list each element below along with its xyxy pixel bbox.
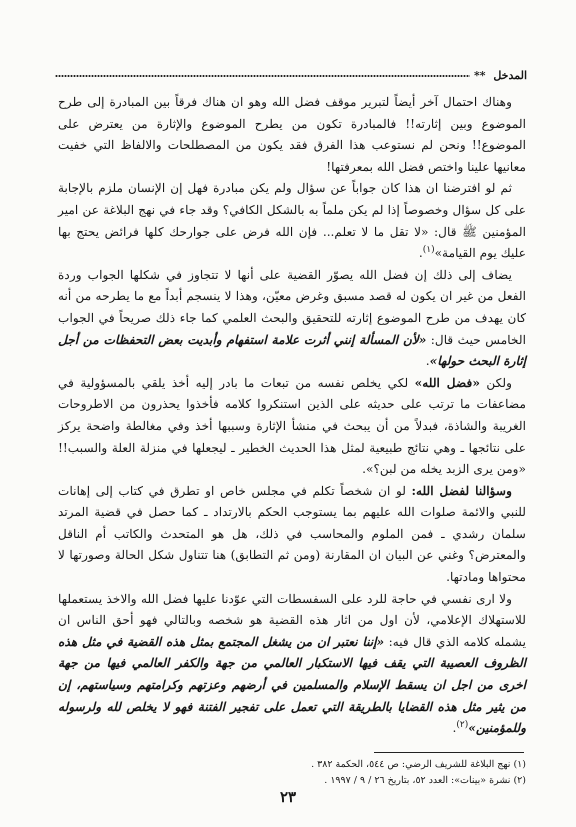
running-header-title: [470, 69, 527, 82]
paragraph-text: وهناك احتمال آخر أيضاً لتبرير موقف فضل الله وهو ان هناك فرقاً بين المبادرة إلى طرح الموضوع وبين إثارته!! فالمبادرة تكون من يطرح الموضوع والإثارة من يعترض على الموضوع!! ونحن لم نستوعب هذا الفرق فقد يكون من المصطلحات والالفاظ التي خفيت معانيها علينا واختص فضل الله بمعرفتها!: [58, 95, 526, 174]
paragraph-3: [58, 265, 526, 373]
page-number: ٢٣: [279, 788, 297, 806]
paragraph-text: ولا ارى نفسي في حاجة للرد على السفسطات التي عوّدنا عليها فضل الله والاخذ يستعملها للاستهلاك الإعلامي، لأن اول من اثار هذه القضية هو شخصه وبالتالي فهو أحق الناس ان يشمله كلامه الذي قال فيه:: [58, 591, 526, 649]
paragraph-2: [58, 178, 526, 264]
bold-name: «فضل الله»: [414, 375, 480, 390]
running-header: [55, 64, 527, 82]
footnote-1: (١) نهج البلاغة للشريف الرضي: ص ٥٤٤، الحكمة ٣٨٢ .: [311, 759, 526, 770]
footnotes: [58, 757, 526, 789]
bold-lead-in: وسؤالنا لفضل الله:: [411, 483, 512, 498]
header-dotted-rule: [55, 74, 470, 78]
paragraph-text: ولكن: [479, 375, 512, 390]
header-end-mark: **: [473, 69, 486, 82]
footnote-ref-1: (١): [422, 245, 435, 256]
quote-bold-italic: «إننا نعتبر ان من يشغل المجتمع بمثل هذه القضية في مثل هذه الظروف العصيبة التي يقف فيها الاستكبار العالمي من جهة والكفر العالمي فيها من جهة اخرى من اجل ان يسقط الإسلام والمسلمين في أرضهم وعزتهم وكرامتهم وسياستهم، إن من يثير مثل هذه القضايا بالطريقة التي تعمل على تفجير الفتنة فهو لا يخلص لله ولرسوله وللمؤمنين»: [58, 634, 526, 736]
main-text: [58, 92, 526, 740]
footnote-divider: [374, 752, 524, 753]
paragraph-6: [58, 589, 526, 740]
footnote-ref-2: (٢): [456, 720, 469, 731]
paragraph-text: لكي يخلص نفسه من تبعات ما بادر إليه أخذ يلقي بالمسؤولية في مضاعفات ما ترتب على حديثه على الذين استنكروا كلامه فأخذوا يحذرون من الاطروحات الغريبة والشاذة، فبدلاً من أن يبحث في منشأ الإثارة وسببها أخذ وفي مغالطة واضحة يركز على نتائجها ـ وهي نتائج طبيعية لمثل هذا الحديث الخطير ـ ليجعلها في منزلة العلة والسبب!! «ومن يرى الزبد يخله من لبن؟».: [58, 375, 526, 477]
chapter-title: المدخل: [493, 69, 527, 82]
paragraph-5: [58, 481, 526, 589]
paragraph-text: يضاف إلى ذلك إن فضل الله يصوّر القضية على أنها لا تتجاوز في شكلها الجواب وردة الفعل من غير ان يكون له قصد مسبق وغرض معيّن، وهذا لا ينسجم أبداً مع ما يطرحه من أنه كان يهدف من طرح الموضوع إثارته للتحقيق والبحث العلمي كما جاء ذلك صريحاً في الجواب الخامس حيث قال:: [58, 267, 526, 347]
paragraph-text: .: [425, 354, 430, 369]
paragraph-text: .: [452, 721, 457, 736]
paragraph-4: [58, 373, 526, 481]
paragraph-1: [58, 92, 526, 178]
paragraph-text: .: [418, 246, 423, 261]
footnote-2: (٢) نشرة «بينات»: العدد ٥٢، بتاريخ ٢٦ / ٩ / ١٩٩٧ .: [324, 775, 526, 786]
paragraph-text: ثم لو افترضنا ان هذا كان جواباً عن سؤال ولم يكن مبادرة فهل إن الإنسان ملزم بالإجابة على كل سؤال وخصوصاً إذا لم يكن ملماً به بالشكل الكافي؟ وقد جاء في نهج البلاغة عن امير المؤمنين ﷺ قال: «لا تقل ما لا تعلم... فإن الله فرض على جوارحك كلها فرائض يحتج بها عليك يوم القيامة»: [58, 181, 526, 261]
quote-bold-italic: «لأن المسألة إنني أثرت علامة استفهام وأبديت بعض التحفظات من أجل إثارة البحث حولها»: [58, 332, 526, 369]
paragraph-text: لو ان شخصاً تكلم في مجلس خاص او تطرق في كتاب إلى إهانات للنبي والائمة صلوات الله عليهم بما يستوجب الحكم بالارتداد ـ كما حصل في قضية المرتد سلمان رشدي ـ فمن الملوم والمحاسب في ذلك، هل هو المتحدث والكاتب أم الناقل والمعترض؟ وغني عن البيان ان المقارنة (ومن ثم التطابق) هنا تتناول شكل الحالة وصورتها لا محتواها ومادتها.: [58, 483, 526, 585]
